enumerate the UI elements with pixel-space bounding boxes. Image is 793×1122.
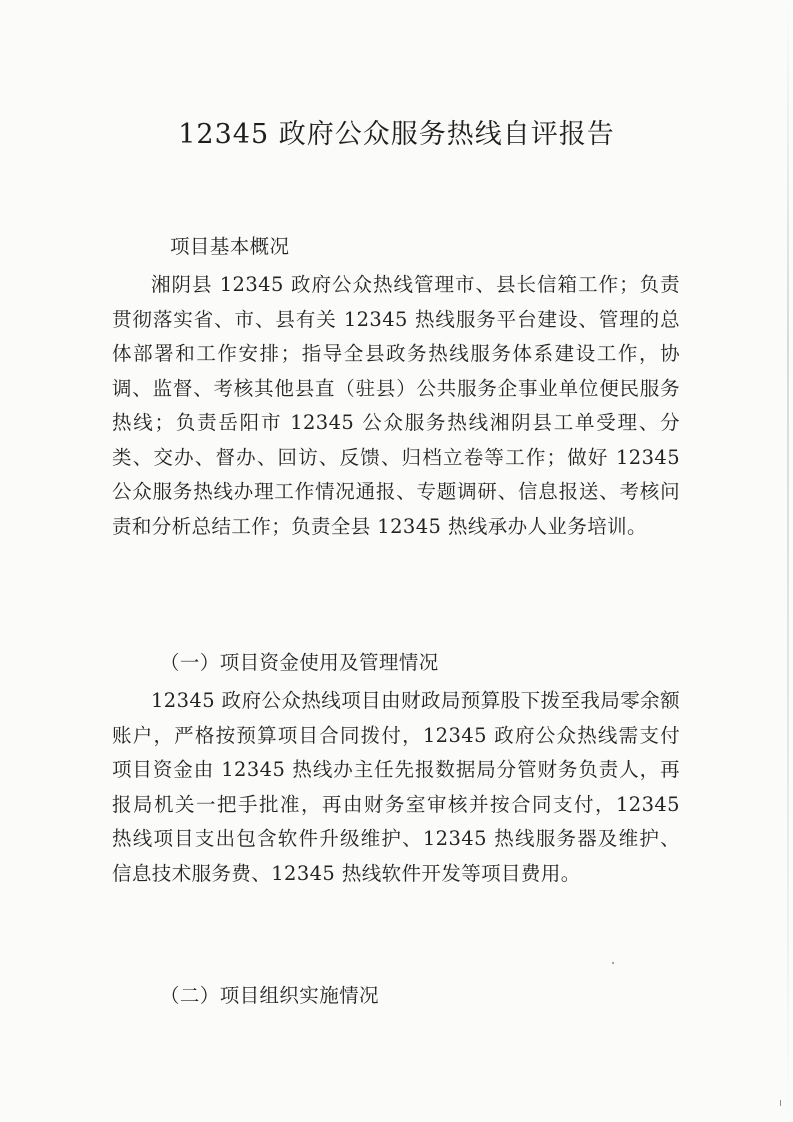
section-heading-implementation: （二）项目组织实施情况	[160, 984, 379, 1007]
paragraph-overview: 湘阴县 12345 政府公众热线管理市、县长信箱工作；负责贯彻落实省、市、县有关 12345 热线服务平台建设、管理的总体部署和工作安排；指导全县政务热线服务体系建设工作，协调、监督、考核其他县直（驻县）公共服务企事业单位便民服务热线；负责岳阳市 12345 公众服务热线湘阴县工单受理、分类、交办、督办、回访、反馈、归档立卷等工作；做好 12345 公众服务热线办理工作情况通报、专题调研、信息报送、考核问责和分析总结工作；负责全县 12345 热线承办人业务培训。	[112, 273, 680, 538]
scan-edge-shadow	[787, 0, 789, 1122]
paragraph-funds: 12345 政府公众热线项目由财政局预算股下拨至我局零余额账户，严格按预算项目合同拨付，12345 政府公众热线需支付项目资金由 12345 热线办主任先报数据局分管财务负责人，再报局机关一把手批准，再由财务室审核并按合同支付，12345 热线项目支出包含软件升级维护、12345 热线服务器及维护、信息技术服务费、12345 热线软件开发等项目费用。	[112, 689, 680, 885]
scan-speck	[612, 962, 614, 964]
section-heading-funds: （一）项目资金使用及管理情况	[160, 651, 439, 674]
document-title: 12345 政府公众服务热线自评报告	[178, 119, 615, 150]
scan-speck	[780, 1100, 781, 1106]
section-heading-overview: 项目基本概况	[170, 235, 290, 258]
